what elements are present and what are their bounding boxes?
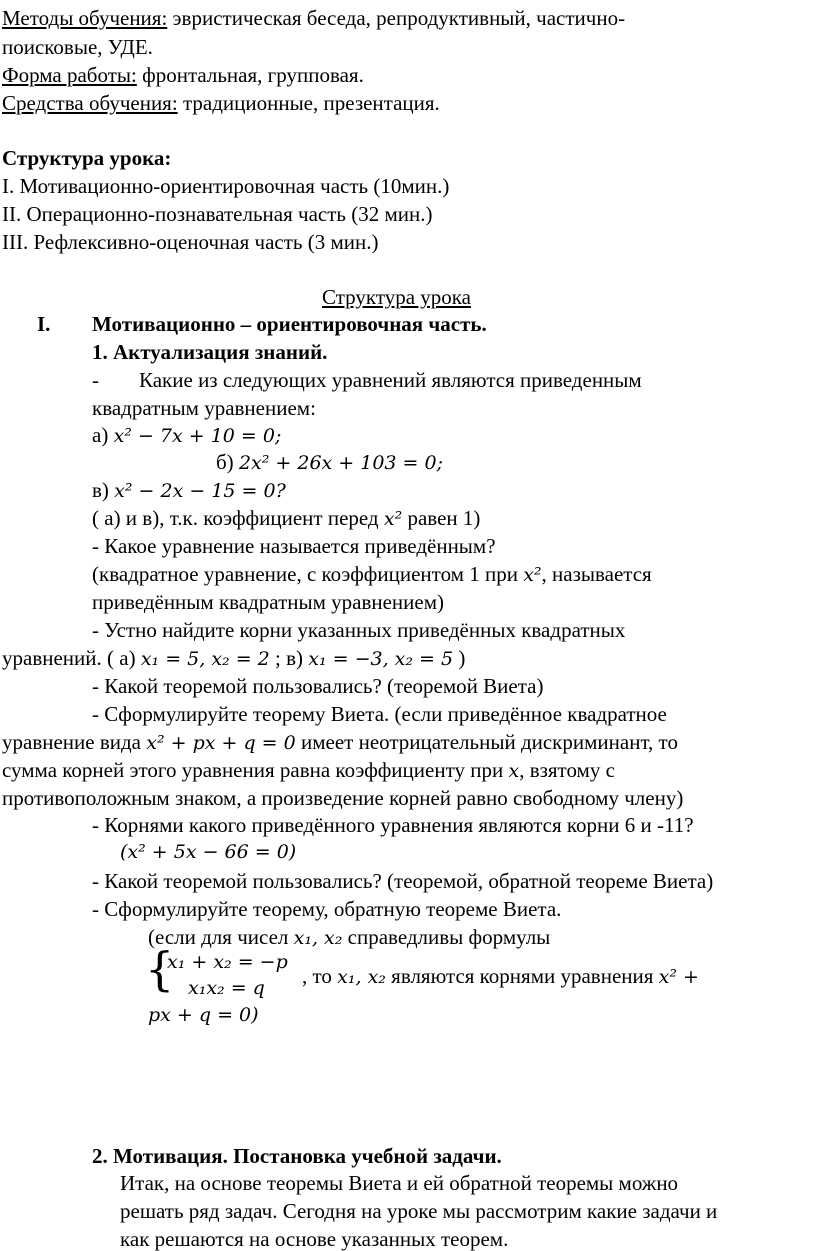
- answer-1-post: равен 1): [402, 506, 481, 530]
- question-7: - Какой теоремой пользовались? (теоремой, обратной теореме Виета): [92, 869, 714, 893]
- means-text: традиционные, презентация.: [177, 91, 440, 115]
- question-4: - Какой теоремой пользовались? (теоремой Виета): [92, 674, 544, 698]
- paragraph-line-1: Итак, на основе теоремы Виета и ей обратной теоремы можно: [120, 1171, 679, 1195]
- equation-c-label: в): [92, 478, 115, 502]
- section-title: Мотивационно – ориентировочная часть.: [92, 312, 487, 336]
- paragraph-line-2: решать ряд задач. Сегодня на уроке мы рассмотрим какие задачи и: [120, 1199, 718, 1223]
- equation-a-label: а): [92, 423, 114, 447]
- q5c-pre: сумма корней этого уравнения равна коэффициенту при: [2, 758, 509, 782]
- answer-2: [92, 564, 652, 585]
- sys-mid-math: x₁, x₂: [337, 966, 386, 988]
- q5b-pre: уравнение вида: [2, 730, 147, 754]
- q5c-post: , взятому с: [519, 758, 615, 782]
- question-5c: [2, 760, 615, 781]
- equation-b-label: б): [216, 450, 239, 474]
- methods-line-2: поисковые, УДЕ.: [2, 35, 153, 59]
- q8b-post: справедливы формулы: [342, 925, 551, 949]
- question-5: - Сформулируйте теорему Виета. (если приведённое квадратное: [92, 702, 667, 726]
- question-3: - Устно найдите корни указанных приведённых квадратных: [92, 618, 626, 642]
- means-line: [2, 93, 440, 114]
- question-8b: [148, 927, 550, 948]
- q8b-pre: (если для чисел: [148, 925, 294, 949]
- question-6: - Корнями какого приведённого уравнения являются корни 6 и -11?: [92, 813, 694, 837]
- subsection-2-title: 2. Мотивация. Постановка учебной задачи.: [92, 1144, 502, 1168]
- methods-line: [2, 8, 625, 29]
- equation-a: [92, 425, 281, 446]
- answer-1: [92, 508, 480, 529]
- question-5d: противоположным знаком, а произведение корней равно свободному члену): [2, 786, 684, 810]
- question-8c: px + q = 0): [148, 1004, 259, 1026]
- sys-mid-post: являются корнями уравнения: [385, 964, 659, 988]
- form-text: фронтальная, групповая.: [136, 63, 364, 87]
- q3b-pre: уравнений. ( а): [2, 646, 141, 670]
- methods-label: Методы обучения:: [2, 6, 168, 30]
- question-1b: квадратным уравнением:: [92, 396, 316, 420]
- question-6b: (x² + 5x − 66 = 0): [120, 841, 297, 863]
- answer-2-math: x²: [523, 564, 542, 586]
- question-3b: [2, 648, 465, 669]
- equation-c-math: x² − 2x − 15 = 0?: [114, 480, 286, 502]
- structure-item-2: II. Операционно-познавательная часть (32 мин.): [2, 202, 433, 226]
- equation-c: [92, 480, 286, 501]
- question-1: Какие из следующих уравнений являются приведенным: [139, 368, 642, 392]
- equation-a-math: x² − 7x + 10 = 0;: [113, 425, 282, 447]
- q5b-post: имеет неотрицательный дискриминант, то: [295, 730, 678, 754]
- question-5b: [2, 732, 678, 753]
- q5c-math: x: [508, 760, 520, 782]
- question-8: - Сформулируйте теорему, обратную теореме Виета.: [92, 897, 562, 921]
- form-label: Форма работы:: [2, 63, 137, 87]
- answer-1-pre: ( а) и в), т.к. коэффициент перед: [92, 506, 384, 530]
- system-eq-1: x₁ + x₂ = −p: [167, 951, 288, 973]
- dash-marker: -: [92, 368, 99, 392]
- equation-b: [216, 452, 443, 473]
- answer-1-math: x²: [383, 508, 403, 530]
- answer-2-post: , называется: [541, 562, 652, 586]
- roots-a-math: x₁ = 5, x₂ = 2: [140, 648, 270, 670]
- answer-2-pre: (квадратное уравнение, с коэффициентом 1 при: [92, 562, 524, 586]
- structure-heading: Структура урока:: [2, 146, 172, 170]
- equation-b-math: 2x² + 26x + 103 = 0;: [238, 452, 444, 474]
- structure-item-1: I. Мотивационно-ориентировочная часть (10мин.): [2, 174, 450, 198]
- sys-tail-math: x² +: [658, 966, 699, 988]
- roots-c-math: x₁ = −3, x₂ = 5: [308, 648, 454, 670]
- q8b-math: x₁, x₂: [293, 927, 343, 949]
- structure-item-3: III. Рефлексивно-оценочная часть (3 мин.): [2, 230, 379, 254]
- paragraph-line-3: как решаются на основе указанных теорем.: [120, 1227, 509, 1251]
- subsection-1-title: 1. Актуализация знаний.: [92, 340, 328, 364]
- sys-mid-pre: , то: [302, 964, 338, 988]
- q3b-mid: ; в): [269, 646, 309, 670]
- answer-2b: приведённым квадратным уравнением): [92, 590, 445, 614]
- form-line: [2, 65, 364, 86]
- question-2: - Какое уравнение называется приведённым?: [92, 534, 496, 558]
- methods-text: эвристическая беседа, репродуктивный, частично-: [167, 6, 626, 30]
- lesson-title: Структура урока: [322, 285, 471, 309]
- q5b-math: x² + px + q = 0: [146, 732, 296, 754]
- section-number: I.: [37, 312, 51, 336]
- means-label: Средства обучения:: [2, 91, 178, 115]
- q3b-post: ): [453, 646, 466, 670]
- system-conclusion: [302, 966, 699, 987]
- system-brace: {: [145, 942, 175, 996]
- system-eq-2: x₁x₂ = q: [188, 977, 265, 999]
